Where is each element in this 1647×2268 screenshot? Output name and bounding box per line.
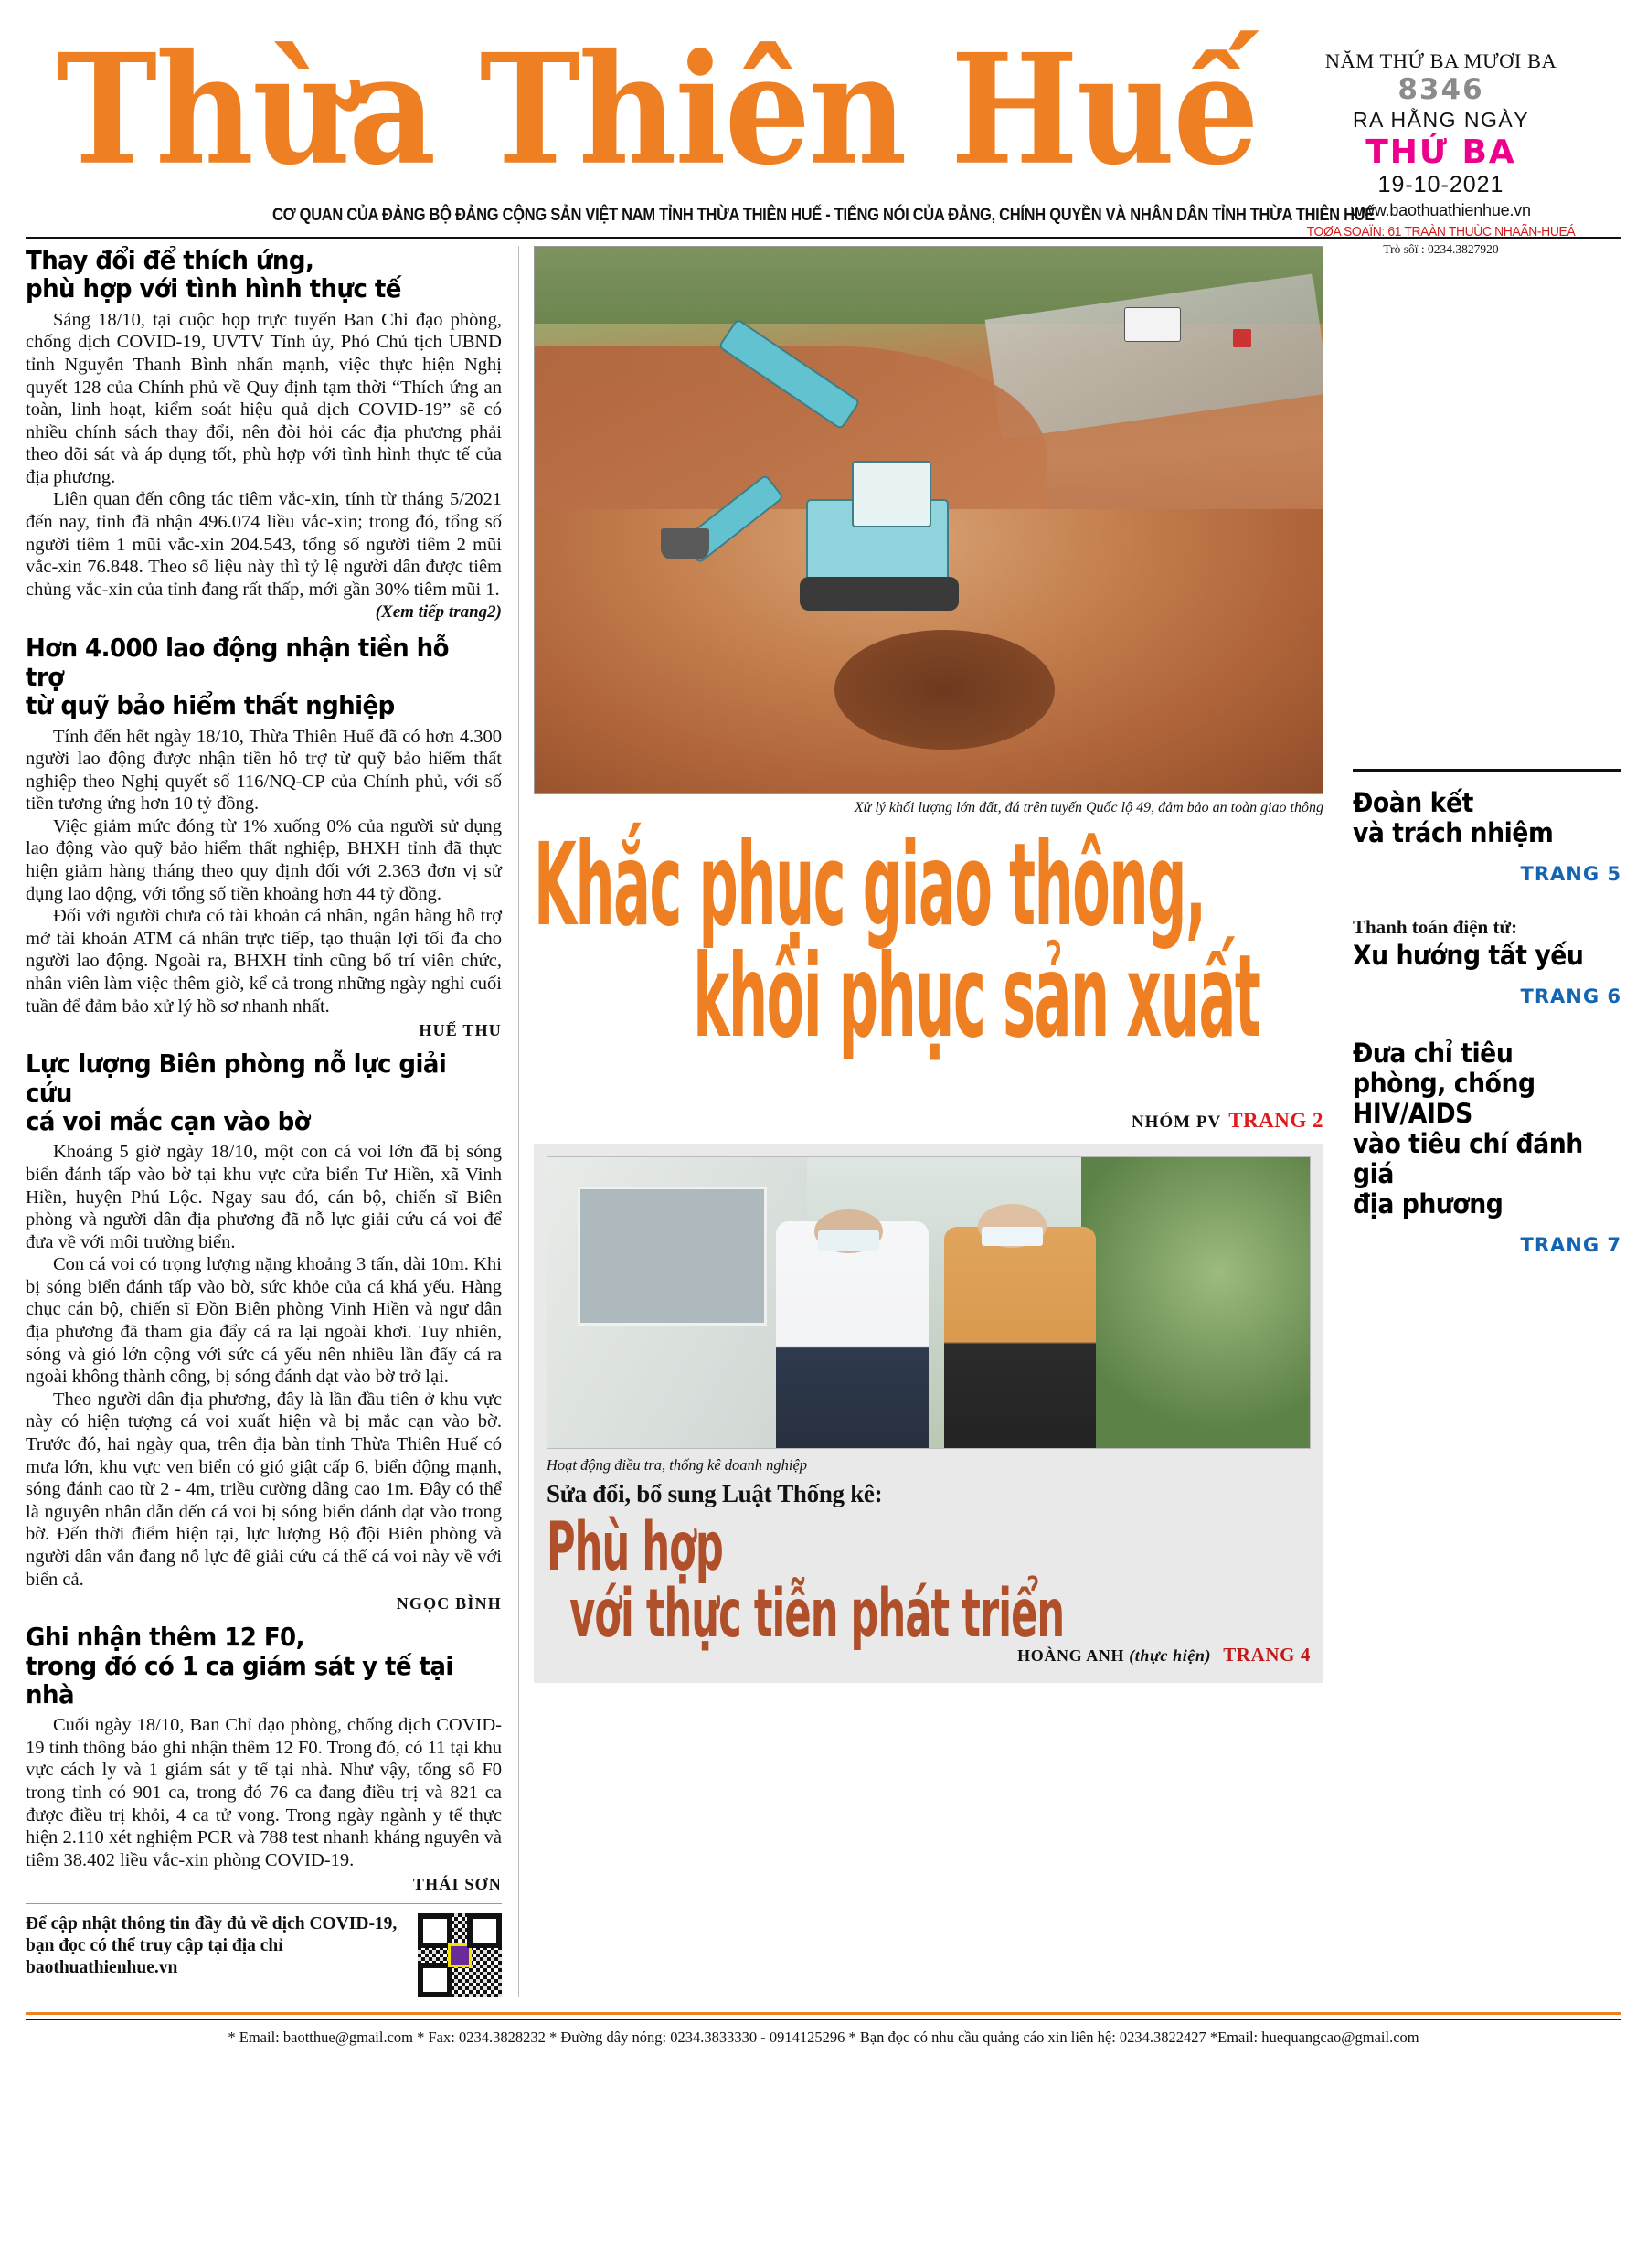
headline-line-1: Lực lượng Biên phòng nỗ lực giải cứu (26, 1049, 447, 1108)
publication-date: 19-10-2021 (1377, 171, 1504, 197)
article-headline (26, 634, 469, 719)
article-thay-doi-de-thich-ung (26, 246, 502, 623)
newspaper-title: Thừa Thiên Huế (57, 20, 1258, 198)
photo-person-left (776, 1221, 929, 1448)
teaser-title-line-4: địa phương (1353, 1188, 1504, 1220)
right-column-divider (1353, 769, 1621, 772)
teaser-title (1353, 1038, 1599, 1219)
photo-excavator (661, 389, 1007, 629)
article-headline (26, 1049, 469, 1135)
website-url[interactable]: www.baothuathienhue.vn (1351, 200, 1531, 219)
article-ghi-nhan-12-f0 (26, 1623, 502, 1894)
lead-credit-row (534, 1109, 1323, 1133)
qr-code-icon[interactable] (418, 1913, 502, 1997)
publication-frequency: RA HẰNG NGÀY (1352, 108, 1530, 133)
excavator-bucket (661, 528, 709, 559)
content-area (26, 246, 1621, 1997)
right-column-spacer (1353, 246, 1621, 758)
secondary-photo-caption: Hoạt động điều tra, thống kê doanh nghiệp (547, 1456, 808, 1475)
headline-line-2: cá voi mắc cạn vào bờ (26, 1105, 311, 1136)
promo-divider (26, 1903, 502, 1904)
headline-line-2: trong đó có 1 ca giám sát y tế tại nhà (26, 1650, 453, 1709)
headline-line-1: Thay đổi để thích ứng, (26, 245, 314, 275)
article-paragraph: Liên quan đến công tác tiêm vắc-xin, tính từ tháng 5/2021 đến nay, tỉnh đã nhận 496.074 liều vắc-xin; trong đó, tổng số người tiêm 1 mũi vắc-xin 204.543, tổng số người tiêm 2 mũi vắc-xin 76.848. Theo số liệu này thì tỷ lệ người dân được tiêm chủng vắc-xin của tỉnh đang rất thấp, mới gần 30% tiêm mũi 1. (26, 489, 502, 600)
issue-number: 8346 (1397, 73, 1484, 106)
article-byline: NGỌC BÌNH (396, 1594, 502, 1613)
photo-foliage (1081, 1157, 1310, 1448)
teaser-page-reference[interactable]: TRANG 6 (1520, 985, 1621, 1008)
headline-line-2: phù hợp với tình hình thực tế (26, 273, 401, 304)
qr-finder-bottom-left (418, 1963, 452, 1997)
article-paragraph: Khoảng 5 giờ ngày 18/10, một con cá voi lớn đã bị sóng biển đánh tấp vào bờ tại khu vực cửa biển Tư Hiền, xã Vinh Hiền, huyện Phú Lộc. Ngay sau đó, cán bộ, chiến sĩ Biên phòng và người dân địa phương đã nỗ lực giải cứu cá voi để đưa về với môi trường biển. (26, 1142, 502, 1252)
lead-credit: NHÓM PV (1131, 1113, 1222, 1133)
secondary-credit: HOÀNG ANH (1017, 1646, 1125, 1666)
masthead-tagline: CƠ QUAN CỦA ĐẢNG BỘ ĐẢNG CỘNG SẢN VIỆT NAM TỈNH THỪA THIÊN HUẾ - TIẾNG NÓI CỦA ĐẢNG, CHÍNH QUYỀN VÀ NHÂN DÂN TỈNH THỪA THIÊN HUẾ (271, 205, 1376, 225)
article-paragraph: Đối với người chưa có tài khoản cá nhân, ngân hàng hỗ trợ mở tài khoản ATM cá nhân trực tiếp, tạo thuận lợi tối đa cho người lao động. Ngoài ra, BHXH tỉnh cũng bố trí viên chức, nhân viên làm việc thêm giờ, kể cả trong những ngày nghỉ cuối tuần để đảm bảo xử lý hồ sơ nhanh nhất. (26, 906, 502, 1017)
secondary-headline-line-2: với thực tiễn phát triển (569, 1575, 1065, 1654)
office-address: TOØA SOAÏN: 61 TRAÀN THUÙC NHAÃN-HUEÁ (1306, 224, 1576, 240)
excavator-track (800, 577, 959, 611)
article-paragraph: Con cá voi có trọng lượng nặng khoảng 3 tấn, dài 10m. Khi bị sóng biển đánh tấp vào bờ, sức khỏe của cá khá yếu. Hàng chục cán bộ, chiến sĩ Đồn Biên phòng Vinh Hiền và ngư dân địa phương đã tham gia đẩy cá ra lại ngoài khơi. Tuy nhiên, sóng và gió lớn cộng với sức cá yếu nên nhiều lần đẩy cá ra ngoài không thành công, bị sóng đánh dạt vào bờ trở lại. (26, 1254, 502, 1388)
teaser-page-reference[interactable]: TRANG 5 (1520, 863, 1621, 886)
lead-photo-caption: Xử lý khối lượng lớn đất, đá trên tuyến Quốc lộ 49, đảm bảo an toàn giao thông (854, 800, 1323, 815)
right-column (1338, 246, 1621, 1997)
lead-headline (534, 818, 1324, 1064)
teaser-title (1353, 941, 1599, 971)
article-paragraph: Việc giảm mức đóng từ 1% xuống 0% của người sử dụng lao động vào quỹ bảo hiểm thất nghiệp, BHXH tỉnh đã thực hiện giảm hàng tháng theo quy định đối với 2.363 đơn vị sử dụng lao động, với tổng số tiền khoảng hơn 44 tỷ đồng. (26, 815, 502, 904)
article-paragraph: Cuối ngày 18/10, Ban Chỉ đạo phòng, chống dịch COVID-19 tỉnh thông báo ghi nhận thêm 12 F0. Trong đó, có 11 tại khu vực cách ly và 1 giám sát y tế tại nhà. Như vậy, tổng số F0 trong tỉnh có 901 ca, trong đó 76 ca đang điều trị và 821 ca được điều trị khỏi, 4 ca tử vong. Trong ngày ngành y tế thực hiện 2.110 xét nghiệm PCR và 788 test nhanh kháng nguyên và tiêm 38.402 liều vắc-xin phòng COVID-19. (26, 1715, 502, 1870)
photo-person-right (944, 1227, 1097, 1448)
secondary-photo-survey-activity (547, 1156, 1311, 1449)
teaser-title-line-1: Đoàn kết (1353, 787, 1473, 818)
excavator-cab (852, 461, 931, 527)
article-paragraph: Tính đến hết ngày 18/10, Thừa Thiên Huế đã có hơn 4.300 người lao động được nhận tiền hỗ trợ từ quỹ bảo hiểm thất nghiệp theo Nghị quyết số 116/NQ-CP của Chính phủ, với số tiền tương ứng hơn 10 tỷ đồng. (26, 726, 502, 815)
article-headline (26, 246, 469, 303)
covid-info-promo (26, 1913, 502, 1997)
lead-headline-line-2: khôi phục sản xuất (693, 930, 1260, 1064)
footer-contact-line: * Email: baotthue@gmail.com * Fax: 0234.3828232 * Đường dây nóng: 0234.3833330 - 0914125296 * Bạn đọc có nhu cầu quảng cáo xin liên hệ: 0234.3822427 *Email: huequangcao@gmail.com (228, 2028, 1419, 2047)
teaser-title (1353, 788, 1599, 848)
photo-truck (1124, 307, 1181, 342)
teaser-title-line-2: và trách nhiệm (1353, 817, 1554, 849)
lead-photo-landslide-clearing (534, 246, 1323, 794)
secondary-article-block (534, 1144, 1323, 1683)
teaser-page-reference[interactable]: TRANG 7 (1520, 1234, 1621, 1257)
lead-page-reference[interactable]: TRANG 2 (1228, 1109, 1323, 1133)
article-headline (26, 1623, 469, 1709)
photo-person-right-mask (982, 1227, 1043, 1246)
photo-motorbike (1233, 329, 1252, 347)
article-giai-cuu-ca-voi (26, 1049, 502, 1613)
headline-line-2: từ quỹ bảo hiểm thất nghiệp (26, 690, 395, 721)
photo-excavated-hole (834, 630, 1055, 751)
secondary-headline (547, 1508, 1311, 1654)
photo-person-left-mask (818, 1230, 879, 1251)
teaser-hiv-aids[interactable] (1353, 1038, 1621, 1256)
office-phone: Trò sôï : 0234.3827920 (1383, 241, 1499, 256)
teaser-title-line-1: Đưa chỉ tiêu (1353, 1038, 1514, 1070)
teaser-title-line-2: phòng, chống HIV/AIDS (1353, 1068, 1535, 1130)
middle-column (519, 246, 1338, 1997)
photo-window (578, 1187, 766, 1326)
left-column (26, 246, 519, 1997)
secondary-page-reference[interactable]: TRANG 4 (1223, 1644, 1311, 1666)
footer-accent-bar (26, 2012, 1621, 2015)
article-ho-tro-that-nghiep (26, 634, 502, 1040)
article-byline: THÁI SƠN (412, 1875, 502, 1894)
article-paragraph: Sáng 18/10, tại cuộc họp trực tuyến Ban Chỉ đạo phòng, chống dịch COVID-19, UVTV Tỉnh ủy, Phó Chủ tịch UBND tỉnh Nguyễn Thanh Bình nhấn mạnh, việc thực hiện Nghị quyết 128 của Chính phủ về Quy định tạm thời “Thích ứng an toàn, linh hoạt, kiểm soát hiệu quả dịch COVID-19” sẽ có nhiều chính sách thay đổi, nên đòi hỏi các địa phương phải theo dõi sát và áp dụng tốt, phù hợp với tình hình thực tế của địa phương. (26, 309, 502, 487)
weekday-label: THỨ BA (1365, 133, 1516, 172)
secondary-credit-role: (thực hiện) (1129, 1646, 1212, 1666)
teaser-doan-ket[interactable] (1353, 788, 1621, 885)
article-byline: HUẾ THU (419, 1021, 502, 1040)
qr-center-logo (448, 1943, 472, 1967)
teaser-title-line-3: vào tiêu chí đánh giá (1353, 1128, 1583, 1190)
issue-year-line: NĂM THỨ BA MƯƠI BA (1324, 49, 1557, 72)
see-more-link[interactable]: (Xem tiếp trang2) (375, 602, 502, 623)
secondary-kicker: Sửa đổi, bổ sung Luật Thống kê: (547, 1480, 883, 1508)
secondary-headline-line-1: Phù hợp (547, 1508, 723, 1587)
teaser-title-line-1: Xu hướng tất yếu (1353, 940, 1584, 972)
lead-headline-line-1: Khắc phục giao thông, (534, 818, 1206, 952)
headline-line-1: Ghi nhận thêm 12 F0, (26, 1622, 304, 1653)
article-paragraph: Theo người dân địa phương, đây là lần đầu tiên ở khu vực này có hiện tượng cá voi xuất hiện và bị mắc cạn vào bờ. Trước đó, hai ngày qua, trên địa bàn tỉnh Thừa Thiên Huế có mưa lớn, khu vực ven biển có gió giật cấp 6, biển động mạnh, sóng đánh cao từ 2 - 4m, triều cường dâng cao 1m. Đây có thể là nguyên nhân dẫn đến cá voi bị sóng biển đánh dạt vào trong bờ. Đến thời điểm hiện tại, lực lượng Bộ đội Biên phòng và người dân vẫn đang nỗ lực để giải cứu cá thể cá voi này về với biển cả. (26, 1389, 502, 1590)
headline-line-1: Hơn 4.000 lao động nhận tiền hỗ trợ (26, 633, 449, 692)
promo-text: Để cập nhật thông tin đầy đủ về dịch COVID-19, bạn đọc có thể truy cập tại địa chỉ baothuathienhue.vn (26, 1914, 398, 1977)
masthead-left (26, 20, 1260, 198)
teaser-thanh-toan-dien-tu[interactable] (1353, 916, 1621, 1007)
teaser-kicker: Thanh toán điện tử: (1353, 916, 1518, 939)
